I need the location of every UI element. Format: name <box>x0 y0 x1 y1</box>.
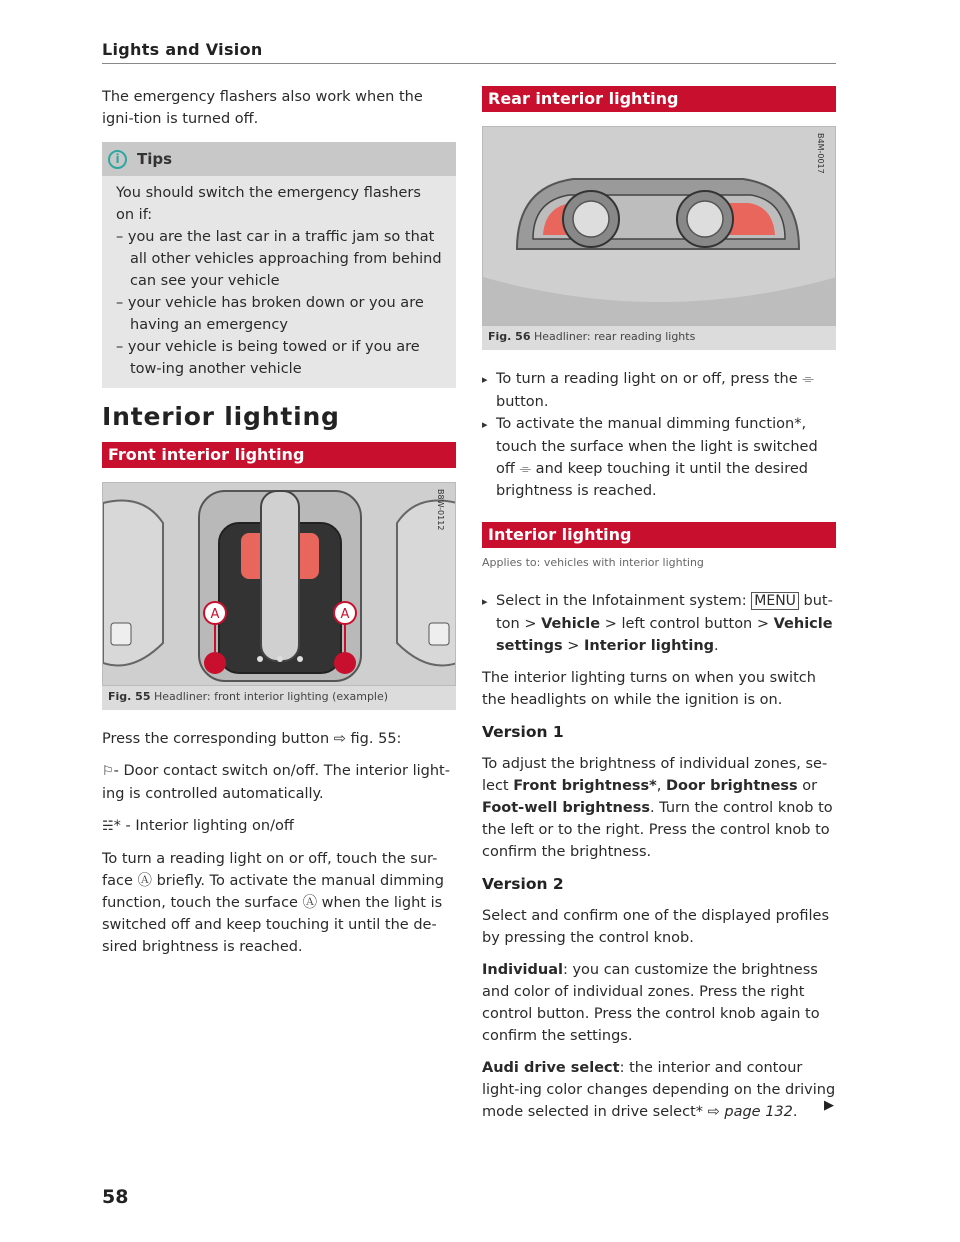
turns-on-paragraph: The interior lighting turns on when you switch the headlights on while the ignition is on. <box>482 670 816 708</box>
page-header-title: Lights and Vision <box>102 40 263 59</box>
info-icon: i <box>108 150 127 169</box>
interior-switch-text: * - Interior lighting on/off <box>113 818 294 834</box>
footwell-brightness: Foot-well brightness <box>482 800 650 816</box>
page-number: 58 <box>102 1186 129 1208</box>
press-paragraph: Press the corresponding button ⇨ fig. 55: <box>102 731 402 747</box>
tips-header <box>102 142 456 176</box>
audi-drive-end: . <box>792 1104 798 1120</box>
front-lighting-bar: Front interior lighting <box>102 442 456 468</box>
tips-title: Tips <box>137 150 173 168</box>
right-column <box>482 86 836 1133</box>
rear-lighting-bar: Rear interior lighting <box>482 86 836 112</box>
v1-text: . Turn the control knob to the left or to the right. Press the control knob to confirm the brightness. <box>482 800 833 860</box>
bullet-item: ▸ To turn a reading light on or off, press the ⌯ button. <box>482 368 836 413</box>
individual-text: : you can customize the brightness and color of individual zones. Press the right control button. Press the control knob again to confirm the settings. <box>482 962 820 1044</box>
path-mid: > <box>562 638 585 654</box>
rear-reading-lights-illustration <box>483 127 836 326</box>
front-headliner-illustration <box>103 483 456 686</box>
front-brightness: Front brightness* <box>513 778 657 794</box>
individual-label: Individual <box>482 962 563 978</box>
tips-text: You should switch the emergency flashers on if: <box>116 185 421 223</box>
audi-drive-text: : the interior and contour light-ing color changes depending on the driving mode selected in drive select* ⇨ <box>482 1060 836 1120</box>
marker-a-left: A <box>210 607 220 622</box>
infotainment-path <box>482 590 836 657</box>
figure-56-code: B4M-0017 <box>816 133 825 174</box>
version-2-paragraph: Select and confirm one of the displayed profiles by pressing the control knob. <box>482 908 829 946</box>
door-contact-icon: ⚐ <box>102 764 114 779</box>
door-brightness: Door brightness <box>665 778 798 794</box>
figure-56-caption-text: Headliner: rear reading lights <box>533 330 696 343</box>
marker-a-right: A <box>340 607 350 622</box>
figure-55-image <box>102 482 456 686</box>
applies-note: Applies to: vehicles with interior lighting <box>482 556 704 569</box>
path-end: . <box>714 638 719 654</box>
menu-key: MENU <box>751 592 799 610</box>
figure-56-image <box>482 126 836 326</box>
path-vehicle: Vehicle <box>541 616 601 632</box>
rear-bullets <box>482 368 836 502</box>
tips-item: – you are the last car in a traffic jam so that all other vehicles approaching from behind can see your vehicle <box>116 229 442 289</box>
interior-switch-paragraph <box>102 815 456 838</box>
tips-item: – your vehicle has broken down or you are having an emergency <box>116 295 424 333</box>
tips-box <box>102 142 456 388</box>
v1-text: , <box>656 778 666 794</box>
figure-55-caption <box>102 686 456 710</box>
interior-lighting-bar: Interior lighting <box>482 522 836 548</box>
individual-paragraph <box>482 959 836 1047</box>
page-reference-link[interactable]: page 132 <box>724 1104 793 1120</box>
header-rule <box>102 63 836 64</box>
figure-55-code: B8W-0112 <box>436 489 445 531</box>
path-interior-lighting: Interior lighting <box>584 638 715 654</box>
tips-body <box>102 176 456 384</box>
left-column <box>102 86 456 968</box>
door-contact-text: - Door contact switch on/off. The interior light-ing is controlled automatically. <box>102 763 450 802</box>
version-2-title: Version 2 <box>482 875 564 893</box>
path-vehicle-settings: Vehicle settings <box>496 616 833 654</box>
tips-item: – your vehicle is being towed or if you are tow-ing another vehicle <box>116 339 420 377</box>
intro-paragraph: The emergency flashers also work when the igni-tion is turned off. <box>102 89 423 127</box>
figure-55-label: Fig. 55 <box>108 690 151 703</box>
audi-drive-label: Audi drive select <box>482 1060 620 1076</box>
v1-text: or <box>797 778 818 794</box>
figure-56-label: Fig. 56 <box>488 330 531 343</box>
reading-light-paragraph: To turn a reading light on or off, touch the sur-face Ⓐ briefly. To activate the manual dimming function, touch the surface Ⓐ when the light is switched off and keep touching it until the de-sired brightness is reached. <box>102 851 444 955</box>
bullet-item: ▸ To activate the manual dimming function*, touch the surface when the light is switched off ⌯ and keep touching it until the desired brightness is reached. <box>482 413 836 502</box>
next-page-arrow-icon[interactable]: ▶ <box>824 1098 834 1113</box>
figure-56-caption <box>482 326 836 350</box>
door-contact-paragraph <box>102 760 456 805</box>
version-1-paragraph <box>482 753 836 863</box>
figure-55-caption-text: Headliner: front interior lighting (example) <box>153 690 389 703</box>
v1-text: To adjust the brightness of individual zones, se-lect <box>482 756 828 794</box>
path-pre: Select in the Infotainment system: <box>496 593 752 609</box>
section-title: Interior lighting <box>102 402 340 431</box>
interior-lighting-icon: ☵ <box>102 819 114 834</box>
audi-drive-paragraph <box>482 1057 836 1123</box>
path-mid: but-ton > <box>496 593 833 632</box>
version-1-title: Version 1 <box>482 723 564 741</box>
path-mid: > left control button > <box>600 616 774 632</box>
